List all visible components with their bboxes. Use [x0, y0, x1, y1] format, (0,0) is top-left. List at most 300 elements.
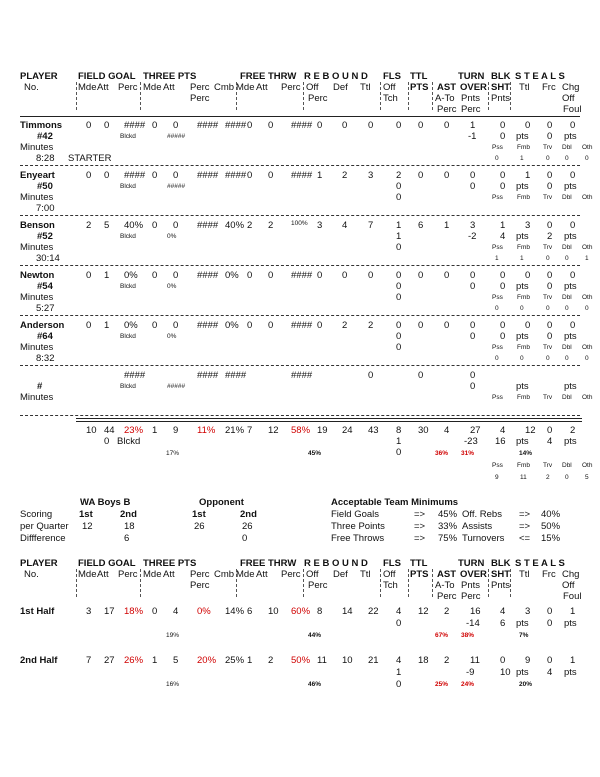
player-row-separator: [20, 165, 580, 166]
header-group-label: FREE THRW: [240, 558, 297, 569]
player-stat-value: 0: [247, 170, 253, 181]
steal-perc-total: 20%: [519, 681, 533, 688]
minutes-label: Minutes: [20, 392, 54, 403]
totals-stat-value: 19: [317, 425, 328, 436]
half-stat-value: 2: [444, 655, 450, 666]
ft-perc-total: 44%: [308, 632, 322, 639]
minutes-value: 5:27: [36, 303, 55, 314]
header-column-label: Mde: [236, 82, 255, 93]
player-stat-value: 0: [247, 320, 253, 331]
player-number: #42: [37, 131, 53, 142]
minutes-label: Minutes: [20, 292, 54, 303]
half-stat-value: 8: [317, 606, 323, 617]
points-unit: pts: [564, 618, 577, 629]
player-stat-value: 1: [525, 170, 531, 181]
blocked-label: Blckd: [120, 133, 136, 140]
column-divider: [408, 82, 409, 110]
header-column-label: Att: [97, 569, 109, 580]
header-column-label: Chg: [562, 82, 580, 93]
blocked-label: Blckd: [120, 233, 136, 240]
half-stat-value: 11: [470, 655, 480, 666]
turnover-points-value: 16: [495, 436, 506, 447]
half-stat-value: 18: [418, 655, 429, 666]
player-stat-value: 0: [317, 270, 323, 281]
header-group-label: R E B O U N D: [304, 558, 368, 569]
player-stat-value: 40%: [124, 220, 144, 231]
points-unit: pts: [516, 231, 529, 242]
header-column-label: Off: [306, 82, 319, 93]
assist-turnover-value: 0: [470, 331, 476, 342]
player-stat-value: 0: [418, 120, 424, 131]
player-stat-value: ####: [291, 320, 313, 331]
column-divider: [432, 82, 433, 110]
header-column-sublabel: Off: [562, 93, 575, 104]
player-stat-value: 0: [396, 320, 402, 331]
steal-points-value: 4: [547, 667, 553, 678]
half-stat-value: 14%: [225, 606, 245, 617]
header-column-label: Perc: [190, 569, 210, 580]
blocked-label: Blckd: [120, 283, 136, 290]
fouls-off-value: 0: [396, 281, 402, 292]
half-stat-value: 26%: [124, 655, 144, 666]
blocked-label: Blckd: [120, 183, 136, 190]
turnover-type-label: Dbl: [562, 244, 572, 251]
column-divider: [488, 569, 489, 597]
player-stat-value: 0: [470, 320, 476, 331]
header-column-label: Perc: [281, 82, 301, 93]
turnover-type-value: 0: [495, 355, 499, 362]
minimum-label: Off. Rebs: [462, 509, 502, 520]
totals-stat-value: 12: [525, 425, 536, 436]
player-stat-value: 3: [368, 170, 374, 181]
turnover-type-label: Pss: [492, 294, 503, 301]
header-column-sublabel: Perc: [190, 580, 210, 591]
header-column-sublabel: A-To: [435, 580, 455, 591]
turnover-perc-total: 24%: [461, 681, 475, 688]
assist-turnover-value: 0: [470, 381, 476, 392]
fouls-off-value: 1: [396, 436, 402, 447]
totals-att-value: 0: [104, 436, 110, 447]
totals-rule-bottom: [76, 421, 582, 422]
turnover-type-label: Oth: [582, 244, 593, 251]
player-stat-value: 0: [173, 120, 179, 131]
player-stat-value: ####: [197, 120, 219, 131]
totals-stat-value: 4: [500, 425, 506, 436]
steal-points-value: 0: [547, 181, 553, 192]
assist-perc-total: 25%: [435, 681, 449, 688]
points-unit: pts: [516, 381, 529, 392]
header-column-label: Ttl: [360, 569, 371, 580]
header-column-sublabel: Perc: [461, 104, 481, 115]
team-name: WA Boys B: [80, 497, 131, 508]
half-stat-value: 17: [104, 606, 115, 617]
player-stat-value: 0: [152, 170, 158, 181]
player-stat-value: 0: [268, 320, 274, 331]
half-stat-value: 0: [547, 655, 553, 666]
player-stat-value: 0: [268, 270, 274, 281]
turnover-type-label: Oth: [582, 462, 593, 469]
totals-stat-value: 4: [444, 425, 450, 436]
player-stat-value: 0: [547, 170, 553, 181]
points-unit: pts: [516, 436, 529, 447]
three-perc-value: #####: [167, 133, 186, 140]
header-group-label: S T E A L S: [515, 71, 565, 82]
minimums-title: Acceptable Team Minimums: [331, 497, 459, 508]
assist-turnover-value: -23: [464, 436, 478, 447]
player-stat-value: 0: [152, 120, 158, 131]
turnover-type-value: 11: [520, 474, 527, 481]
three-perc-value: 0%: [167, 233, 177, 240]
steal-points-value: 0: [547, 618, 553, 629]
minimum-arrow: =>: [414, 509, 426, 520]
turnover-type-label: Dbl: [562, 394, 572, 401]
steal-perc-total: 14%: [519, 450, 533, 457]
player-stat-value: 4: [342, 220, 348, 231]
totals-stat-value: 0: [547, 425, 553, 436]
scoring-row-label: per Quarter: [20, 521, 69, 532]
player-stat-value: 0%: [124, 270, 138, 281]
player-stat-value: 0: [525, 270, 531, 281]
points-unit: pts: [516, 281, 529, 292]
header-column-sublabel: Perc: [308, 580, 328, 591]
minutes-value: 30:14: [36, 253, 60, 264]
header-column-label: SHT: [491, 82, 510, 93]
player-stat-value: 1: [396, 220, 402, 231]
header-column-label: Mde: [78, 569, 97, 580]
half-stat-value: 0%: [197, 606, 211, 617]
player-stat-value: 0: [547, 120, 553, 131]
turnover-type-value: 1: [585, 255, 589, 262]
minimum-value: 40%: [541, 509, 561, 520]
player-stat-value: ####: [124, 170, 146, 181]
player-stat-value: ####: [124, 370, 146, 381]
player-stat-value: 7: [368, 220, 374, 231]
player-stat-value: 1: [444, 220, 450, 231]
column-divider: [380, 82, 381, 110]
half-stat-value: 18%: [124, 606, 144, 617]
header-column-sublabel: Perc: [437, 104, 457, 115]
half-stat-value: 0: [547, 606, 553, 617]
half-stat-value: 9: [525, 655, 531, 666]
steal-points-value: 4: [547, 436, 553, 447]
player-stat-value: 0: [173, 320, 179, 331]
header-column-label: Def: [333, 569, 348, 580]
half-stat-value: 4: [396, 606, 402, 617]
player-stat-value: 0: [570, 120, 576, 131]
header-group-label: FLS: [383, 71, 401, 82]
points-unit: pts: [516, 131, 529, 142]
player-stat-value: 5: [104, 220, 110, 231]
fouls-off-value: 0: [396, 331, 402, 342]
player-stat-value: 3: [470, 220, 476, 231]
column-divider: [140, 569, 141, 597]
half-stat-value: 20%: [197, 655, 217, 666]
player-stat-value: ####: [197, 320, 219, 331]
turnover-type-label: Fmb: [517, 144, 530, 151]
player-stat-value: 0: [547, 220, 553, 231]
touch-value: 0: [396, 242, 402, 253]
player-number: #52: [37, 231, 53, 242]
half-stat-value: 1: [152, 655, 158, 666]
player-stat-value: 0: [418, 170, 424, 181]
turnover-type-value: 9: [495, 474, 499, 481]
wa-1st-value: 12: [82, 521, 93, 532]
totals-stat-value: 44: [104, 425, 115, 436]
assist-turnover-value: 0: [470, 281, 476, 292]
steal-perc-total: 7%: [519, 632, 529, 639]
turnover-type-value: 0: [565, 474, 569, 481]
turnover-type-value: 0: [585, 305, 589, 312]
points-unit: pts: [564, 231, 577, 242]
header-group-label: TURN: [458, 558, 485, 569]
player-stat-value: ####: [291, 170, 313, 181]
wa-2nd-value: 18: [124, 521, 135, 532]
assist-turnover-value: -14: [466, 618, 480, 629]
header-group-label: THREE PTS: [143, 558, 197, 569]
points-unit: pts: [564, 131, 577, 142]
totals-stat-value: 21%: [225, 425, 245, 436]
header-column-label: PTS: [410, 569, 429, 580]
half-stat-value: 5: [173, 655, 179, 666]
minutes-label: Minutes: [20, 242, 54, 253]
player-stat-value: 0: [500, 120, 506, 131]
header-group-label: FIELD GOAL: [78, 71, 136, 82]
half-stat-value: 1: [247, 655, 253, 666]
totals-stat-value: 7: [247, 425, 253, 436]
steal-points-value: 2: [547, 231, 553, 242]
header-column-label: Def: [333, 82, 348, 93]
player-stat-value: 0: [342, 120, 348, 131]
player-stat-value: 0%: [225, 270, 239, 281]
player-stat-value: 1: [500, 220, 506, 231]
header-column-label: Ttl: [360, 82, 371, 93]
turnover-type-value: 0: [520, 305, 524, 312]
turnover-type-label: Oth: [582, 344, 593, 351]
player-stat-value: ####: [197, 220, 219, 231]
turnover-type-label: Dbl: [562, 194, 572, 201]
header-group-label: BLK: [491, 71, 511, 82]
minimum-value: 75%: [438, 533, 458, 544]
totals-stat-value: 30: [418, 425, 429, 436]
half-stat-value: 1: [570, 606, 576, 617]
turnover-type-label: Dbl: [562, 344, 572, 351]
player-stat-value: 2: [247, 220, 253, 231]
header-column-sublabel: Foul: [563, 104, 582, 115]
player-stat-value: 0: [104, 120, 110, 131]
half-stat-value: 10: [342, 655, 353, 666]
turnover-type-value: 0: [546, 355, 550, 362]
column-divider: [432, 569, 433, 597]
totals-stat-value: 1: [152, 425, 158, 436]
fouls-off-value: 0: [396, 181, 402, 192]
three-perc-total: 16%: [166, 681, 180, 688]
three-perc-value: 0%: [167, 333, 177, 340]
half-stat-value: 14: [342, 606, 353, 617]
player-stat-value: 0: [570, 270, 576, 281]
turnover-type-value: 0: [565, 305, 569, 312]
minimum-value: 50%: [541, 521, 561, 532]
header-column-label: AST: [437, 82, 456, 93]
player-stat-value: 40%: [225, 220, 245, 231]
turnover-type-label: Fmb: [517, 462, 530, 469]
fouls-off-value: 1: [396, 667, 402, 678]
touch-value: 0: [396, 447, 402, 458]
three-perc-total: 19%: [166, 632, 180, 639]
player-name: Timmons: [20, 120, 63, 131]
header-group-label: TTL: [410, 71, 428, 82]
header-column-sublabel: Tch: [383, 580, 398, 591]
header-rule: [20, 116, 580, 117]
turnover-type-value: 0: [495, 155, 499, 162]
player-stat-value: 0: [444, 270, 450, 281]
player-stat-value: 1: [317, 170, 323, 181]
minimum-value: 45%: [438, 509, 458, 520]
minimum-value: 33%: [438, 521, 458, 532]
player-stat-value: 0: [444, 320, 450, 331]
turnover-type-label: Pss: [492, 394, 503, 401]
player-stat-value: 3: [525, 220, 531, 231]
turnover-type-value: 0: [546, 305, 550, 312]
header-column-sublabel: Perc: [437, 591, 457, 602]
header-column-sublabel: Foul: [563, 591, 582, 602]
column-divider: [510, 569, 511, 597]
fouls-off-value: 1: [396, 231, 402, 242]
header-column-sublabel: Off: [562, 580, 575, 591]
player-stat-value: 100%: [291, 220, 308, 227]
half-stat-value: 3: [86, 606, 92, 617]
turnover-type-value: 2: [546, 474, 550, 481]
player-stat-value: ####: [225, 370, 247, 381]
three-perc-total: 17%: [166, 450, 180, 457]
player-stat-value: 0: [418, 270, 424, 281]
header-column-label: Att: [163, 569, 175, 580]
steal-points-value: 0: [547, 281, 553, 292]
turnover-points-value: 4: [500, 231, 506, 242]
touch-value: 0: [396, 292, 402, 303]
header-group-label: S T E A L S: [515, 558, 565, 569]
header-column-sublabel: A-To: [435, 93, 455, 104]
assist-turnover-value: -1: [468, 131, 477, 142]
turnover-type-value: 0: [565, 255, 569, 262]
half-stat-value: 10: [268, 606, 279, 617]
player-stat-value: 0: [268, 170, 274, 181]
player-stat-value: 0: [368, 270, 374, 281]
half-stat-value: 3: [525, 606, 531, 617]
minutes-label: Minutes: [20, 142, 54, 153]
points-unit: pts: [564, 667, 577, 678]
header-column-label: Off: [383, 82, 396, 93]
touch-value: 0: [396, 192, 402, 203]
half-stat-value: 4: [500, 606, 506, 617]
turnover-type-value: 0: [585, 155, 589, 162]
header-column-sublabel: Perc: [190, 93, 210, 104]
player-stat-value: 0: [368, 370, 374, 381]
header-column-label: OVER: [460, 569, 487, 580]
minimum-label: Turnovers: [462, 533, 505, 544]
half-header: 1st: [192, 509, 206, 520]
minimum-arrow: <=: [519, 533, 531, 544]
player-number: #: [37, 381, 43, 392]
player-stat-value: 0: [500, 270, 506, 281]
points-unit: pts: [564, 281, 577, 292]
half-stat-value: 2: [268, 655, 274, 666]
turnover-type-label: Dbl: [562, 462, 572, 469]
player-stat-value: 0: [444, 120, 450, 131]
half-stat-value: 50%: [291, 655, 311, 666]
player-stat-value: 1: [104, 320, 110, 331]
half-stat-value: 27: [104, 655, 115, 666]
player-stat-value: 2: [268, 220, 274, 231]
totals-stat-value: 9: [173, 425, 179, 436]
totals-stat-value: 12: [268, 425, 279, 436]
player-stat-value: ####: [197, 270, 219, 281]
player-stat-value: 3: [317, 220, 323, 231]
totals-stat-value: 27: [470, 425, 481, 436]
header-column-label: Perc: [118, 569, 138, 580]
turnover-type-label: Fmb: [517, 344, 530, 351]
blocked-label: Blckd: [117, 436, 141, 447]
player-stat-value: 0: [247, 120, 253, 131]
player-number: #64: [37, 331, 53, 342]
player-stat-value: 0: [444, 170, 450, 181]
player-stat-value: 0: [547, 320, 553, 331]
turnover-points-value: 0: [500, 281, 506, 292]
steal-points-value: 0: [547, 331, 553, 342]
totals-stat-value: 10: [86, 425, 97, 436]
player-stat-value: 0: [317, 120, 323, 131]
minimum-value: 15%: [541, 533, 561, 544]
turnover-type-value: 0: [546, 255, 550, 262]
turnover-type-label: Trv: [543, 244, 553, 251]
column-divider: [380, 569, 381, 597]
header-column-label: Chg: [562, 569, 580, 580]
half-stat-value: 21: [368, 655, 379, 666]
header-column-label: Perc: [118, 82, 138, 93]
turnover-perc-total: 31%: [461, 450, 475, 457]
column-divider: [236, 82, 237, 110]
header-column-label: Off: [383, 569, 396, 580]
turnover-type-label: Trv: [543, 294, 553, 301]
starter-note: STARTER: [68, 153, 112, 164]
player-name: Benson: [20, 220, 55, 231]
points-unit: pts: [564, 331, 577, 342]
header-column-sublabel: Pnts: [491, 93, 511, 104]
header-column-label: PTS: [410, 82, 429, 93]
header-group-label: R E B O U N D: [304, 71, 368, 82]
minutes-label: Minutes: [20, 192, 54, 203]
player-stat-value: 0: [418, 320, 424, 331]
column-divider: [510, 82, 511, 110]
half-stat-value: 7: [86, 655, 92, 666]
column-divider: [408, 569, 409, 597]
turnover-type-label: Oth: [582, 144, 593, 151]
column-divider: [140, 82, 141, 110]
turnover-perc-total: 38%: [461, 632, 475, 639]
player-stat-value: 0%: [124, 320, 138, 331]
turnover-points-value: 0: [500, 131, 506, 142]
header-column-sublabel: Pnts: [461, 93, 481, 104]
points-unit: pts: [516, 667, 529, 678]
minimum-arrow: =>: [519, 509, 531, 520]
totals-rule-top: [76, 418, 582, 419]
player-stat-value: 0: [570, 220, 576, 231]
header-column-label: Off: [306, 569, 319, 580]
player-stat-value: 0: [86, 270, 92, 281]
header-column-label: Mde: [143, 569, 162, 580]
header-column-label: Perc: [281, 569, 301, 580]
player-stat-value: 0: [500, 170, 506, 181]
turnover-type-label: Oth: [582, 394, 593, 401]
